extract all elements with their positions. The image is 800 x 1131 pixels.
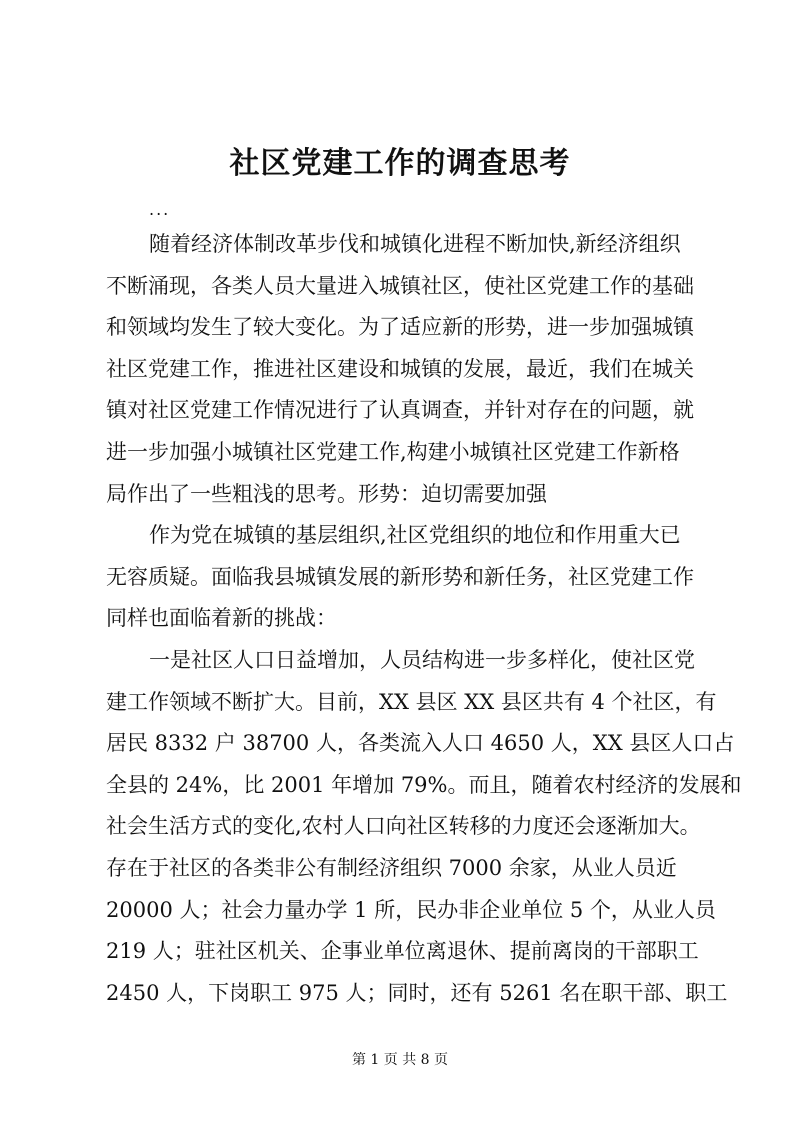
paragraph-line: 建工作领域不断扩大。目前，XX 县区 XX 县区共有 4 个社区，有 xyxy=(106,689,717,714)
paragraph-line: 20000 人；社会力量办学 1 所，民办非企业单位 5 个，从业人员 xyxy=(106,897,716,922)
paragraph-line: 不断涌现，各类人员大量进入城镇社区，使社区党建工作的基础 xyxy=(106,273,694,298)
document-title: 社区党建工作的调查思考 xyxy=(229,146,571,181)
ellipsis-marker: ... xyxy=(149,200,171,219)
paragraph-line: 和领域均发生了较大变化。为了适应新的形势，进一步加强城镇 xyxy=(106,315,694,340)
paragraph-line: 全县的 24%，比 2001 年增加 79%。而且，随着农村经济的发展和 xyxy=(106,772,742,797)
paragraph-line: 进一步加强小城镇社区党建工作,构建小城镇社区党建工作新格 xyxy=(106,439,680,464)
paragraph-line: 一是社区人口日益增加，人员结构进一步多样化，使社区党 xyxy=(149,647,695,672)
paragraph-line: 无容质疑。面临我县城镇发展的新形势和新任务，社区党建工作 xyxy=(106,564,694,589)
paragraph-line: 社会生活方式的变化,农村人口向社区转移的力度还会逐渐加大。 xyxy=(106,814,701,839)
paragraph-line: 219 人；驻社区机关、企事业单位离退休、提前离岗的干部职工 xyxy=(106,939,699,964)
paragraph-line: 局作出了一些粗浅的思考。形势：迫切需要加强 xyxy=(106,481,547,506)
paragraph-line: 存在于社区的各类非公有制经济组织 7000 余家，从业人员近 xyxy=(106,855,677,880)
document-body xyxy=(106,224,742,1014)
paragraph-line: 镇对社区党建工作情况进行了认真调查，并针对存在的问题，就 xyxy=(106,398,694,423)
paragraph-line: 同样也面临着新的挑战： xyxy=(106,606,337,631)
page-footer: 第 1 页 共 8 页 xyxy=(351,1052,449,1068)
paragraph-line: 作为党在城镇的基层组织,社区党组织的地位和作用重大已 xyxy=(149,523,681,548)
paragraph-line: 居民 8332 户 38700 人，各类流入人口 4650 人，XX 县区人口占 xyxy=(106,731,735,756)
paragraph-line: 随着经济体制改革步伐和城镇化进程不断加快,新经济组织 xyxy=(149,232,681,256)
paragraph-line: 2450 人，下岗职工 975 人；同时，还有 5261 名在职干部、职工 xyxy=(106,980,728,1005)
paragraph-line: 社区党建工作，推进社区建设和城镇的发展，最近，我们在城关 xyxy=(106,356,694,381)
